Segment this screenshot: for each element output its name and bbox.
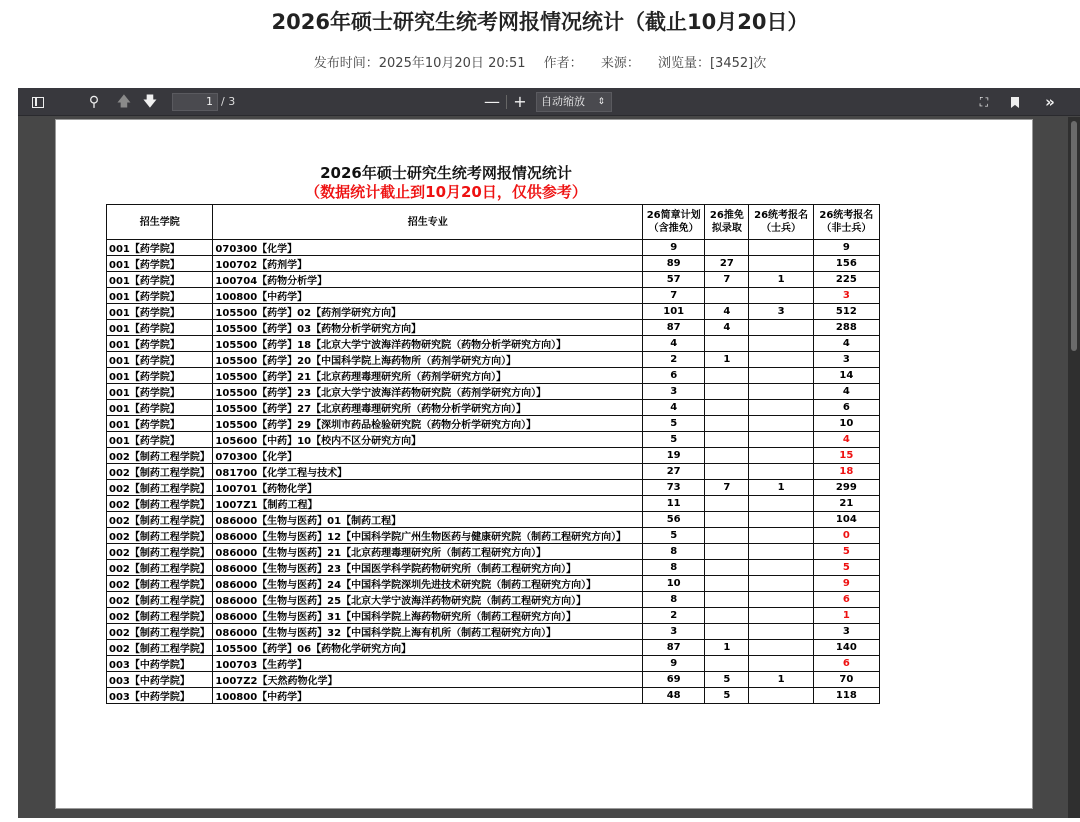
cell-non-soldier: 0 <box>813 528 879 544</box>
cell-non-soldier: 156 <box>813 256 879 272</box>
cell-college: 001【药学院】 <box>107 384 213 400</box>
cell-major: 100704【药物分析学】 <box>213 272 643 288</box>
toolbar-separator <box>506 95 507 109</box>
table-row <box>107 672 880 688</box>
cell-exempt <box>705 464 749 480</box>
sidebar-toggle-icon[interactable] <box>30 88 46 116</box>
cell-non-soldier: 512 <box>813 304 879 320</box>
cell-exempt <box>705 384 749 400</box>
cell-college: 002【制药工程学院】 <box>107 640 213 656</box>
cell-exempt <box>705 528 749 544</box>
cell-plan: 69 <box>643 672 705 688</box>
cell-major: 1007Z1【制药工程】 <box>213 496 643 512</box>
cell-non-soldier: 6 <box>813 592 879 608</box>
table-row <box>107 592 880 608</box>
cell-college: 001【药学院】 <box>107 240 213 256</box>
table-row <box>107 272 880 288</box>
search-icon[interactable]: ⚲ <box>88 94 100 110</box>
cell-major: 100703【生药学】 <box>213 656 643 672</box>
table-row <box>107 624 880 640</box>
cell-soldier <box>749 656 813 672</box>
cell-major: 070300【化学】 <box>213 240 643 256</box>
cell-college: 001【药学院】 <box>107 432 213 448</box>
cell-soldier <box>749 576 813 592</box>
cell-soldier <box>749 352 813 368</box>
cell-major: 086000【生物与医药】12【中国科学院广州生物医药与健康研究院（制药工程研究方向）】 <box>213 528 643 544</box>
cell-exempt <box>705 336 749 352</box>
table-row <box>107 576 880 592</box>
cell-soldier <box>749 512 813 528</box>
cell-exempt <box>705 544 749 560</box>
table-row <box>107 384 880 400</box>
cell-non-soldier: 140 <box>813 640 879 656</box>
cell-plan: 2 <box>643 608 705 624</box>
source: 来源： <box>600 56 640 71</box>
table-row <box>107 560 880 576</box>
cell-college: 003【中药学院】 <box>107 656 213 672</box>
cell-non-soldier: 5 <box>813 560 879 576</box>
cell-exempt <box>705 608 749 624</box>
next-page-icon[interactable]: 🡇 <box>142 94 158 110</box>
cell-plan: 5 <box>643 432 705 448</box>
page-title: 2026年硕士研究生统考网报情况统计（截止10月20日） <box>271 10 809 34</box>
cell-major: 100800【中药学】 <box>213 288 643 304</box>
table-row <box>107 464 880 480</box>
cell-exempt <box>705 576 749 592</box>
cell-soldier <box>749 608 813 624</box>
page-number-input[interactable]: 1 <box>172 93 218 111</box>
pdf-viewer <box>18 88 1080 818</box>
cell-non-soldier: 9 <box>813 240 879 256</box>
cell-exempt <box>705 240 749 256</box>
header-major: 招生专业 <box>213 205 643 240</box>
cell-major: 070300【化学】 <box>213 448 643 464</box>
view-count: 浏览量：[3452]次 <box>657 56 767 71</box>
table-row <box>107 608 880 624</box>
article-meta <box>0 52 1080 71</box>
cell-major: 086000【生物与医药】01【制药工程】 <box>213 512 643 528</box>
cell-plan: 89 <box>643 256 705 272</box>
cell-college: 001【药学院】 <box>107 368 213 384</box>
table-row <box>107 256 880 272</box>
header-plan: 26简章计划（含推免） <box>643 205 705 240</box>
cell-exempt <box>705 400 749 416</box>
cell-plan: 56 <box>643 512 705 528</box>
table-row <box>107 240 880 256</box>
cell-non-soldier: 4 <box>813 336 879 352</box>
cell-soldier <box>749 432 813 448</box>
cell-college: 002【制药工程学院】 <box>107 608 213 624</box>
cell-plan: 8 <box>643 544 705 560</box>
cell-major: 105500【药学】03【药物分析学研究方向】 <box>213 320 643 336</box>
cell-soldier <box>749 336 813 352</box>
cell-exempt: 7 <box>705 480 749 496</box>
cell-college: 001【药学院】 <box>107 256 213 272</box>
table-row <box>107 544 880 560</box>
cell-major: 100702【药剂学】 <box>213 256 643 272</box>
vertical-scrollbar[interactable] <box>1068 117 1080 818</box>
cell-soldier <box>749 320 813 336</box>
cell-soldier: 1 <box>749 672 813 688</box>
cell-college: 002【制药工程学院】 <box>107 576 213 592</box>
cell-soldier <box>749 544 813 560</box>
header-non-soldier: 26统考报名（非士兵） <box>813 205 879 240</box>
cell-major: 105500【药学】21【北京药理毒理研究所（药剂学研究方向）】 <box>213 368 643 384</box>
cell-plan: 11 <box>643 496 705 512</box>
table-row <box>107 320 880 336</box>
cell-soldier <box>749 288 813 304</box>
cell-non-soldier: 3 <box>813 352 879 368</box>
table-body <box>107 240 880 704</box>
cell-soldier <box>749 464 813 480</box>
cell-exempt <box>705 592 749 608</box>
cell-exempt <box>705 624 749 640</box>
cell-non-soldier: 4 <box>813 432 879 448</box>
table-row <box>107 416 880 432</box>
cell-soldier <box>749 416 813 432</box>
cell-non-soldier: 9 <box>813 576 879 592</box>
cell-college: 002【制药工程学院】 <box>107 464 213 480</box>
cell-soldier <box>749 624 813 640</box>
cell-plan: 7 <box>643 288 705 304</box>
cell-college: 001【药学院】 <box>107 304 213 320</box>
table-row <box>107 368 880 384</box>
cell-major: 105500【药学】23【北京大学宁波海洋药物研究院（药剂学研究方向）】 <box>213 384 643 400</box>
cell-non-soldier: 118 <box>813 688 879 704</box>
cell-college: 001【药学院】 <box>107 272 213 288</box>
cell-plan: 9 <box>643 656 705 672</box>
cell-non-soldier: 4 <box>813 384 879 400</box>
cell-plan: 2 <box>643 352 705 368</box>
cell-plan: 48 <box>643 688 705 704</box>
cell-non-soldier: 288 <box>813 320 879 336</box>
cell-major: 105500【药学】27【北京药理毒理研究所（药物分析学研究方向）】 <box>213 400 643 416</box>
cell-college: 002【制药工程学院】 <box>107 496 213 512</box>
cell-plan: 8 <box>643 592 705 608</box>
cell-soldier <box>749 592 813 608</box>
cell-exempt: 27 <box>705 256 749 272</box>
cell-plan: 19 <box>643 448 705 464</box>
cell-college: 002【制药工程学院】 <box>107 544 213 560</box>
table-row <box>107 336 880 352</box>
cell-exempt: 1 <box>705 352 749 368</box>
cell-exempt: 4 <box>705 304 749 320</box>
cell-plan: 9 <box>643 240 705 256</box>
pdf-title: 2026年硕士研究生统考网报情况统计 <box>320 164 572 182</box>
table-row <box>107 496 880 512</box>
table-row <box>107 304 880 320</box>
header-college: 招生学院 <box>107 205 213 240</box>
cell-exempt: 1 <box>705 640 749 656</box>
cell-exempt <box>705 368 749 384</box>
cell-plan: 87 <box>643 320 705 336</box>
cell-soldier <box>749 384 813 400</box>
scrollbar-thumb[interactable] <box>1071 121 1077 351</box>
cell-exempt <box>705 496 749 512</box>
cell-non-soldier: 3 <box>813 288 879 304</box>
cell-exempt <box>705 512 749 528</box>
cell-college: 001【药学院】 <box>107 416 213 432</box>
cell-non-soldier: 18 <box>813 464 879 480</box>
table-row <box>107 448 880 464</box>
cell-non-soldier: 10 <box>813 416 879 432</box>
table-row <box>107 480 880 496</box>
publish-time: 发布时间：2025年10月20日 20:51 <box>313 56 526 71</box>
cell-soldier <box>749 640 813 656</box>
cell-soldier <box>749 256 813 272</box>
cell-college: 001【药学院】 <box>107 320 213 336</box>
cell-major: 100701【药物化学】 <box>213 480 643 496</box>
zoom-select-value: 自动缩放 <box>541 95 585 108</box>
cell-plan: 73 <box>643 480 705 496</box>
table-row <box>107 512 880 528</box>
zoom-select[interactable] <box>536 92 612 112</box>
tools-icon[interactable]: » <box>1045 93 1055 111</box>
cell-soldier: 3 <box>749 304 813 320</box>
cell-college: 002【制药工程学院】 <box>107 448 213 464</box>
cell-major: 086000【生物与医药】32【中国科学院上海有机所（制药工程研究方向）】 <box>213 624 643 640</box>
chevron-updown-icon: ⇕ <box>597 97 605 107</box>
cell-exempt <box>705 448 749 464</box>
zoom-in-icon[interactable]: + <box>513 92 527 111</box>
cell-major: 086000【生物与医药】24【中国科学院深圳先进技术研究院（制药工程研究方向）】 <box>213 576 643 592</box>
cell-soldier <box>749 400 813 416</box>
cell-college: 002【制药工程学院】 <box>107 592 213 608</box>
header-exempt: 26推免拟录取 <box>705 205 749 240</box>
document-area[interactable] <box>18 117 1080 818</box>
cell-soldier <box>749 496 813 512</box>
cell-plan: 27 <box>643 464 705 480</box>
cell-major: 105500【药学】18【北京大学宁波海洋药物研究院（药物分析学研究方向）】 <box>213 336 643 352</box>
cell-major: 081700【化学工程与技术】 <box>213 464 643 480</box>
pdf-page <box>55 119 1033 809</box>
cell-exempt: 4 <box>705 320 749 336</box>
cell-plan: 10 <box>643 576 705 592</box>
cell-soldier <box>749 688 813 704</box>
cell-non-soldier: 3 <box>813 624 879 640</box>
cell-college: 001【药学院】 <box>107 400 213 416</box>
table-row <box>107 288 880 304</box>
cell-major: 086000【生物与医药】21【北京药理毒理研究所（制药工程研究方向）】 <box>213 544 643 560</box>
cell-major: 105500【药学】02【药剂学研究方向】 <box>213 304 643 320</box>
table-row <box>107 400 880 416</box>
cell-non-soldier: 6 <box>813 400 879 416</box>
cell-major: 100800【中药学】 <box>213 688 643 704</box>
cell-college: 003【中药学院】 <box>107 688 213 704</box>
cell-college: 002【制药工程学院】 <box>107 560 213 576</box>
cell-non-soldier: 299 <box>813 480 879 496</box>
cell-college: 001【药学院】 <box>107 352 213 368</box>
page-total: / 3 <box>221 95 236 108</box>
cell-non-soldier: 15 <box>813 448 879 464</box>
cell-non-soldier: 70 <box>813 672 879 688</box>
cell-plan: 8 <box>643 560 705 576</box>
cell-soldier <box>749 528 813 544</box>
cell-exempt: 7 <box>705 272 749 288</box>
author: 作者： <box>543 56 583 71</box>
cell-plan: 4 <box>643 336 705 352</box>
cell-plan: 87 <box>643 640 705 656</box>
cell-exempt <box>705 432 749 448</box>
cell-major: 105500【药学】29【深圳市药品检验研究院（药物分析学研究方向）】 <box>213 416 643 432</box>
table-row <box>107 528 880 544</box>
cell-non-soldier: 21 <box>813 496 879 512</box>
stats-table <box>106 204 880 704</box>
cell-soldier <box>749 368 813 384</box>
pdf-subtitle: （数据统计截止到10月20日，仅供参考） <box>305 183 587 201</box>
cell-non-soldier: 6 <box>813 656 879 672</box>
cell-major: 086000【生物与医药】23【中国医学科学院药物研究所（制药工程研究方向）】 <box>213 560 643 576</box>
cell-plan: 57 <box>643 272 705 288</box>
table-row <box>107 656 880 672</box>
pdf-toolbar <box>18 88 1080 116</box>
cell-exempt <box>705 416 749 432</box>
cell-college: 002【制药工程学院】 <box>107 528 213 544</box>
cell-major: 105600【中药】10【校内不区分研究方向】 <box>213 432 643 448</box>
cell-plan: 6 <box>643 368 705 384</box>
zoom-out-icon[interactable]: — <box>484 92 500 111</box>
cell-exempt <box>705 656 749 672</box>
cell-exempt <box>705 288 749 304</box>
cell-soldier: 1 <box>749 272 813 288</box>
table-row <box>107 432 880 448</box>
bookmark-icon[interactable] <box>1008 88 1022 116</box>
cell-college: 002【制药工程学院】 <box>107 512 213 528</box>
cell-exempt: 5 <box>705 672 749 688</box>
header-soldier: 26统考报名（士兵） <box>749 205 813 240</box>
cell-soldier <box>749 240 813 256</box>
cell-plan: 4 <box>643 400 705 416</box>
table-row <box>107 640 880 656</box>
cell-college: 001【药学院】 <box>107 336 213 352</box>
cell-soldier <box>749 448 813 464</box>
cell-college: 003【中药学院】 <box>107 672 213 688</box>
cell-major: 1007Z2【天然药物化学】 <box>213 672 643 688</box>
table-row <box>107 688 880 704</box>
cell-major: 105500【药学】06【药物化学研究方向】 <box>213 640 643 656</box>
cell-non-soldier: 225 <box>813 272 879 288</box>
cell-non-soldier: 104 <box>813 512 879 528</box>
table-header-row <box>107 205 880 240</box>
table-row <box>107 352 880 368</box>
cell-major: 086000【生物与医药】31【中国科学院上海药物研究所（制药工程研究方向）】 <box>213 608 643 624</box>
cell-college: 002【制药工程学院】 <box>107 624 213 640</box>
cell-non-soldier: 1 <box>813 608 879 624</box>
fullscreen-icon[interactable]: ⛶ <box>979 95 989 109</box>
cell-exempt: 5 <box>705 688 749 704</box>
previous-page-icon[interactable]: 🡅 <box>116 94 132 110</box>
cell-plan: 3 <box>643 624 705 640</box>
cell-college: 002【制药工程学院】 <box>107 480 213 496</box>
cell-major: 105500【药学】20【中国科学院上海药物所（药剂学研究方向）】 <box>213 352 643 368</box>
cell-non-soldier: 14 <box>813 368 879 384</box>
cell-exempt <box>705 560 749 576</box>
cell-plan: 101 <box>643 304 705 320</box>
cell-plan: 3 <box>643 384 705 400</box>
cell-plan: 5 <box>643 416 705 432</box>
cell-plan: 5 <box>643 528 705 544</box>
cell-college: 001【药学院】 <box>107 288 213 304</box>
cell-soldier: 1 <box>749 480 813 496</box>
cell-major: 086000【生物与医药】25【北京大学宁波海洋药物研究院（制药工程研究方向）】 <box>213 592 643 608</box>
cell-soldier <box>749 560 813 576</box>
cell-non-soldier: 5 <box>813 544 879 560</box>
